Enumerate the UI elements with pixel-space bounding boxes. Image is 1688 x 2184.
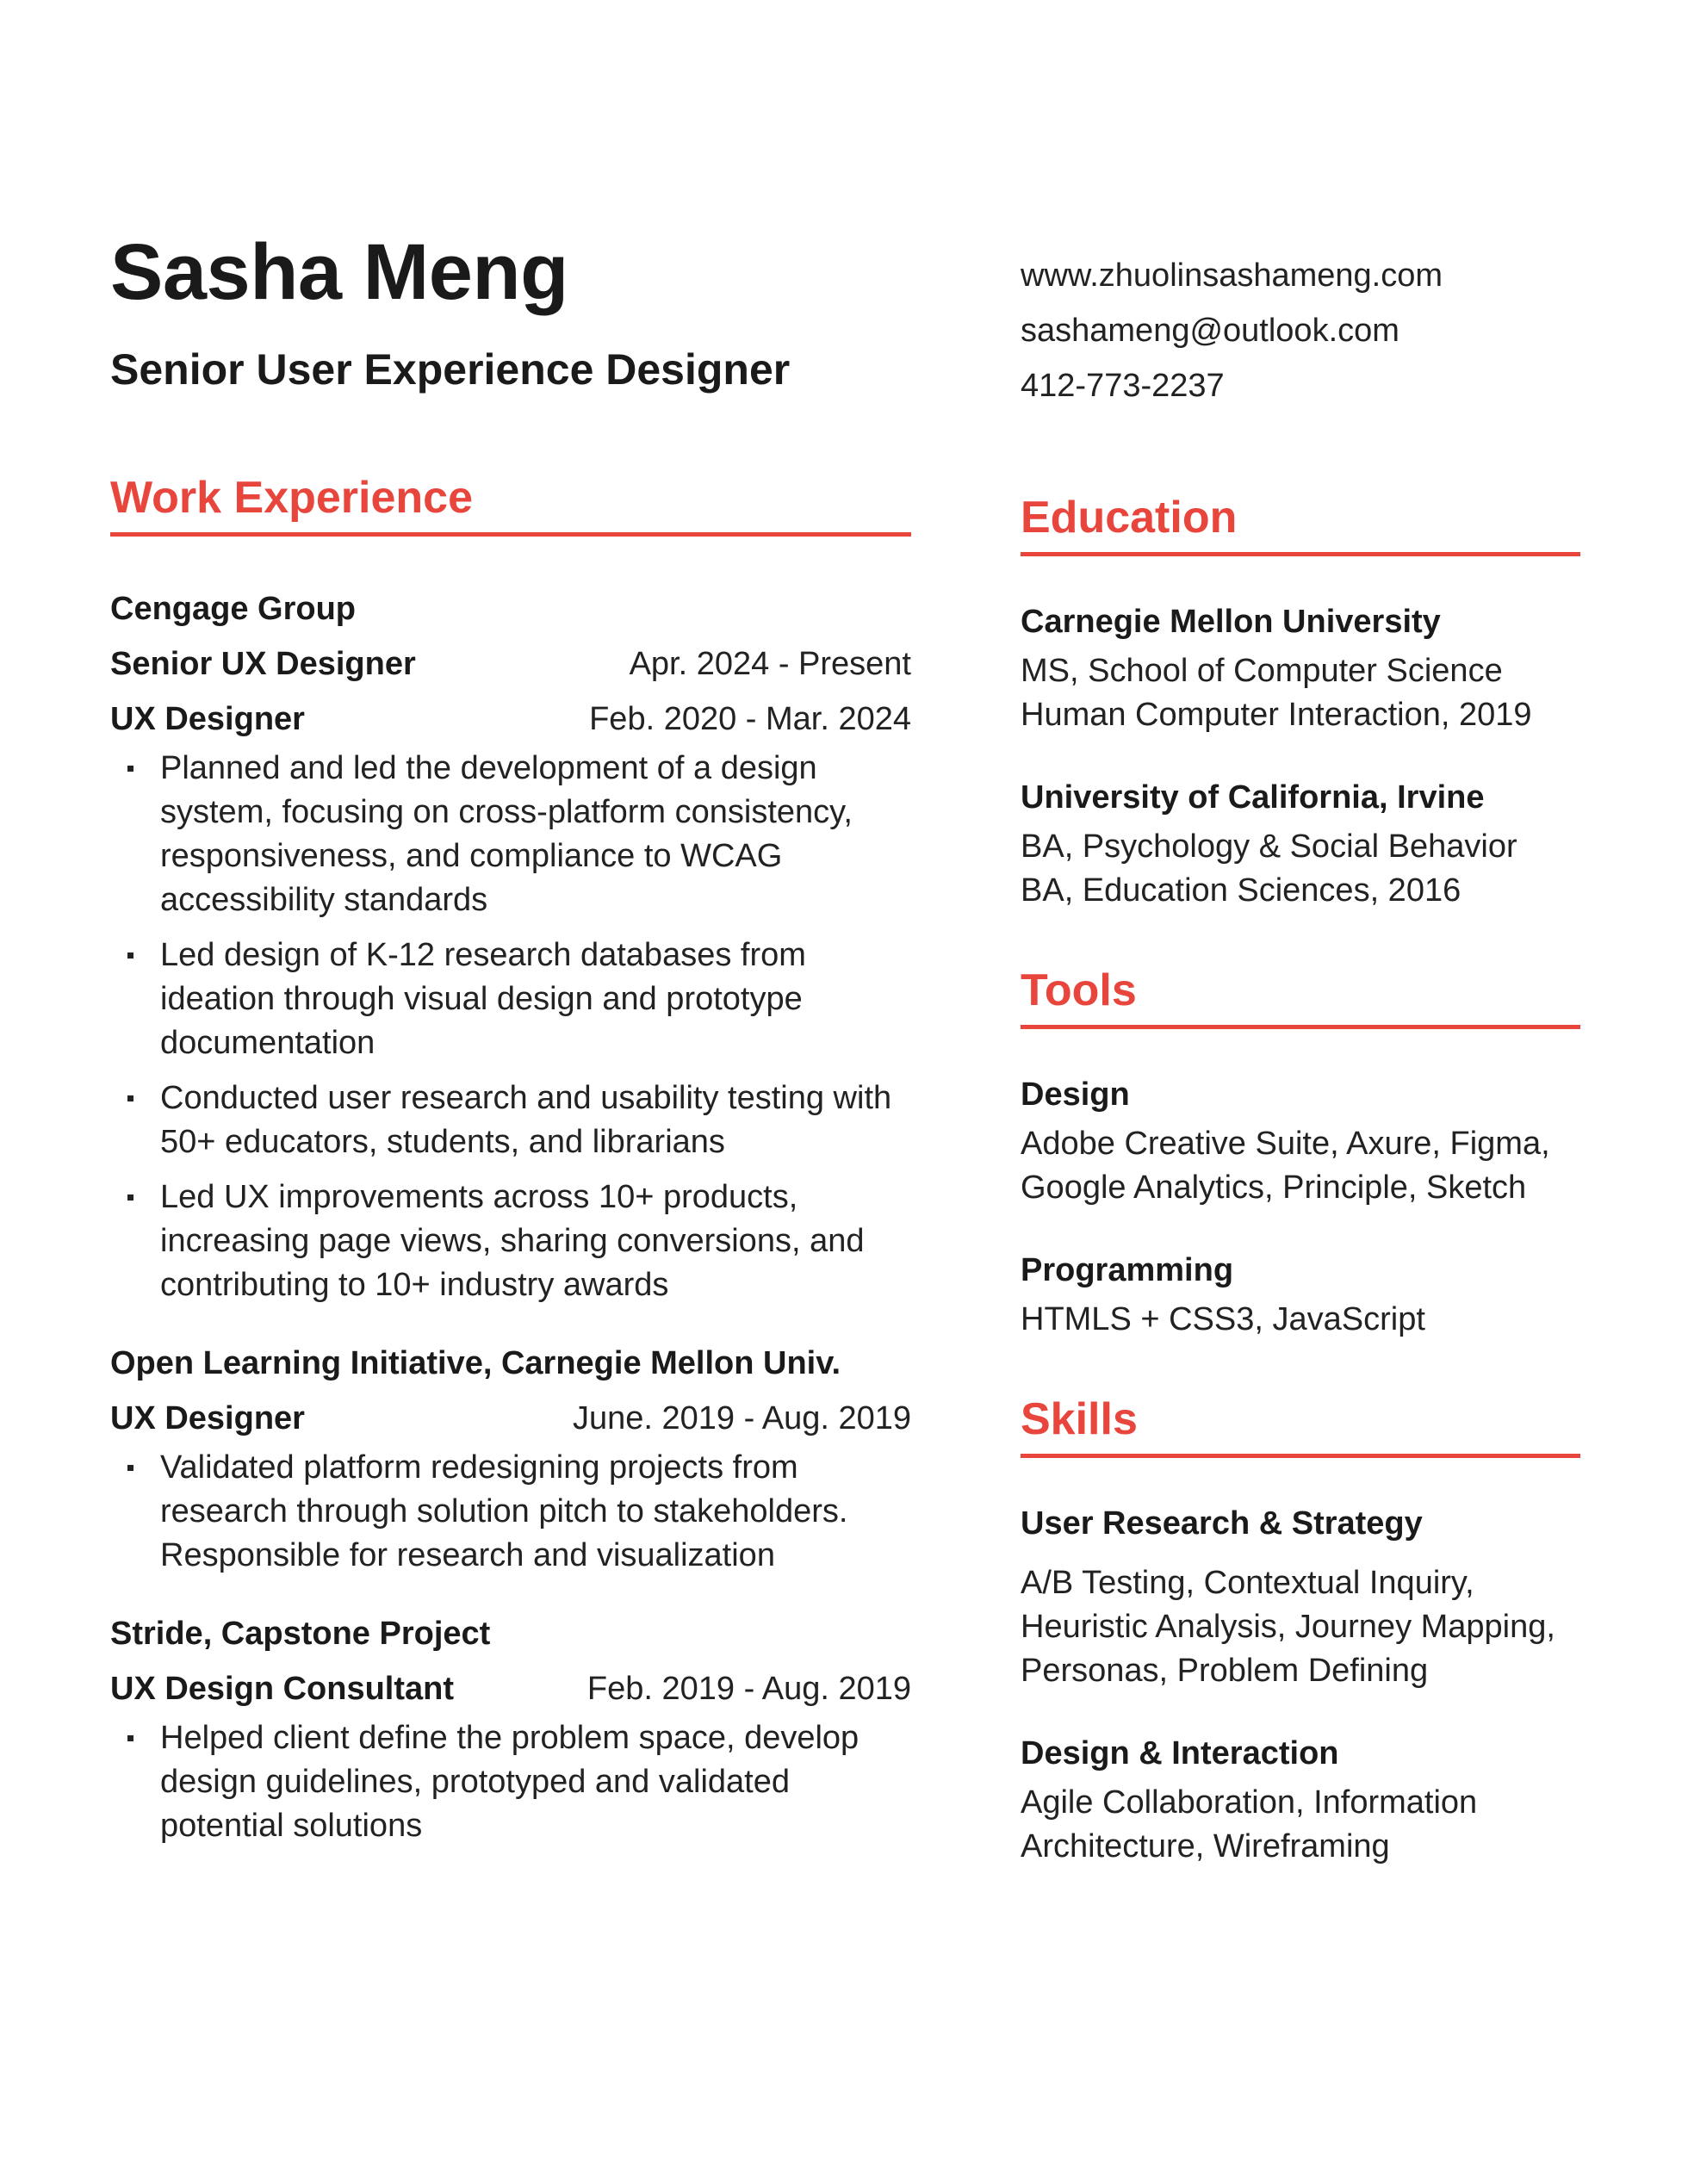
skill-group-name: User Research & Strategy <box>1021 1505 1423 1542</box>
candidate-title: Senior User Experience Designer <box>110 345 791 394</box>
education-section <box>1021 495 1580 913</box>
skills-heading: Skills <box>1021 1397 1580 1458</box>
bullet-item: Led design of K-12 research databases from ideation through visual design and prototype documentation <box>160 934 911 1065</box>
school-entry <box>1021 770 1580 913</box>
role-dates: Apr. 2024 - Present <box>629 646 911 682</box>
school-line: BA, Psychology & Social Behavior <box>1021 828 1517 865</box>
phone-number: 412-773-2237 <box>1021 368 1225 404</box>
skill-group <box>1021 1726 1580 1869</box>
job-bullets <box>110 747 911 1307</box>
job-entry <box>110 581 911 1307</box>
tool-group-text: Adobe Creative Suite, Axure, Figma, Google Analytics, Principle, Sketch <box>1021 1126 1550 1206</box>
bullet-item: Planned and led the development of a design system, focusing on cross-platform consistency, responsiveness, and compliance to WCAG accessibility standards <box>160 747 911 922</box>
job-bullets <box>110 1446 911 1578</box>
work-experience-section <box>110 475 911 1848</box>
job-org: Stride, Capstone Project <box>110 1616 491 1652</box>
skills-section <box>1021 1394 1580 1869</box>
tool-group-name: Programming <box>1021 1252 1234 1288</box>
role-row <box>110 1391 911 1446</box>
skill-group-name: Design & Interaction <box>1021 1735 1339 1771</box>
role-row <box>110 1661 911 1716</box>
job-entry <box>110 1606 911 1848</box>
tool-group-text: HTMLS + CSS3, JavaScript <box>1021 1301 1425 1337</box>
bullet-item: Conducted user research and usability testing with 50+ educators, students, and librarians <box>160 1076 911 1164</box>
school-line: MS, School of Computer Science <box>1021 653 1503 689</box>
tools-heading: Tools <box>1021 968 1580 1029</box>
job-org: Cengage Group <box>110 591 357 627</box>
right-column <box>1021 248 1580 1869</box>
role-dates: June. 2019 - Aug. 2019 <box>573 1400 911 1436</box>
skill-group-text: Agile Collaboration, Information Architecture, Wireframing <box>1021 1784 1478 1864</box>
contact-block <box>1021 248 1580 413</box>
school-line: BA, Education Sciences, 2016 <box>1021 872 1461 909</box>
role-title: UX Designer <box>110 701 305 737</box>
tool-group <box>1021 1243 1580 1342</box>
school-name: Carnegie Mellon University <box>1021 604 1441 640</box>
school-entry <box>1021 594 1580 737</box>
role-title: UX Designer <box>110 1400 305 1436</box>
bullet-item: Validated platform redesigning projects from research through solution pitch to stakeholders. Responsible for research and visualization <box>160 1446 911 1578</box>
tool-group-name: Design <box>1021 1076 1130 1113</box>
work-experience-heading: Work Experience <box>110 475 911 537</box>
candidate-name: Sasha Meng <box>110 228 568 316</box>
role-title: UX Design Consultant <box>110 1671 455 1707</box>
skill-group-text: A/B Testing, Contextual Inquiry, Heuristic Analysis, Journey Mapping, Personas, Problem Defining <box>1021 1565 1555 1689</box>
tools-section <box>1021 965 1580 1342</box>
email-link[interactable]: sashameng@outlook.com <box>1021 313 1399 349</box>
website-link[interactable]: www.zhuolinsashameng.com <box>1021 257 1443 294</box>
role-title: Senior UX Designer <box>110 646 416 682</box>
role-dates: Feb. 2019 - Aug. 2019 <box>586 1671 911 1707</box>
role-row <box>110 692 911 747</box>
education-heading: Education <box>1021 495 1580 556</box>
school-name: University of California, Irvine <box>1021 779 1485 816</box>
bullet-item: Helped client define the problem space, develop design guidelines, prototyped and validated potential solutions <box>160 1716 911 1848</box>
left-column <box>110 228 911 1859</box>
bullet-item: Led UX improvements across 10+ products, increasing page views, sharing conversions, and contributing to 10+ industry awards <box>160 1176 911 1307</box>
role-dates: Feb. 2020 - Mar. 2024 <box>589 701 911 737</box>
skill-group <box>1021 1496 1580 1693</box>
job-org: Open Learning Initiative, Carnegie Mellon Univ. <box>110 1345 841 1381</box>
job-entry <box>110 1336 911 1578</box>
job-bullets <box>110 1716 911 1848</box>
tool-group <box>1021 1067 1580 1210</box>
school-line: Human Computer Interaction, 2019 <box>1021 697 1532 733</box>
role-row <box>110 636 911 692</box>
